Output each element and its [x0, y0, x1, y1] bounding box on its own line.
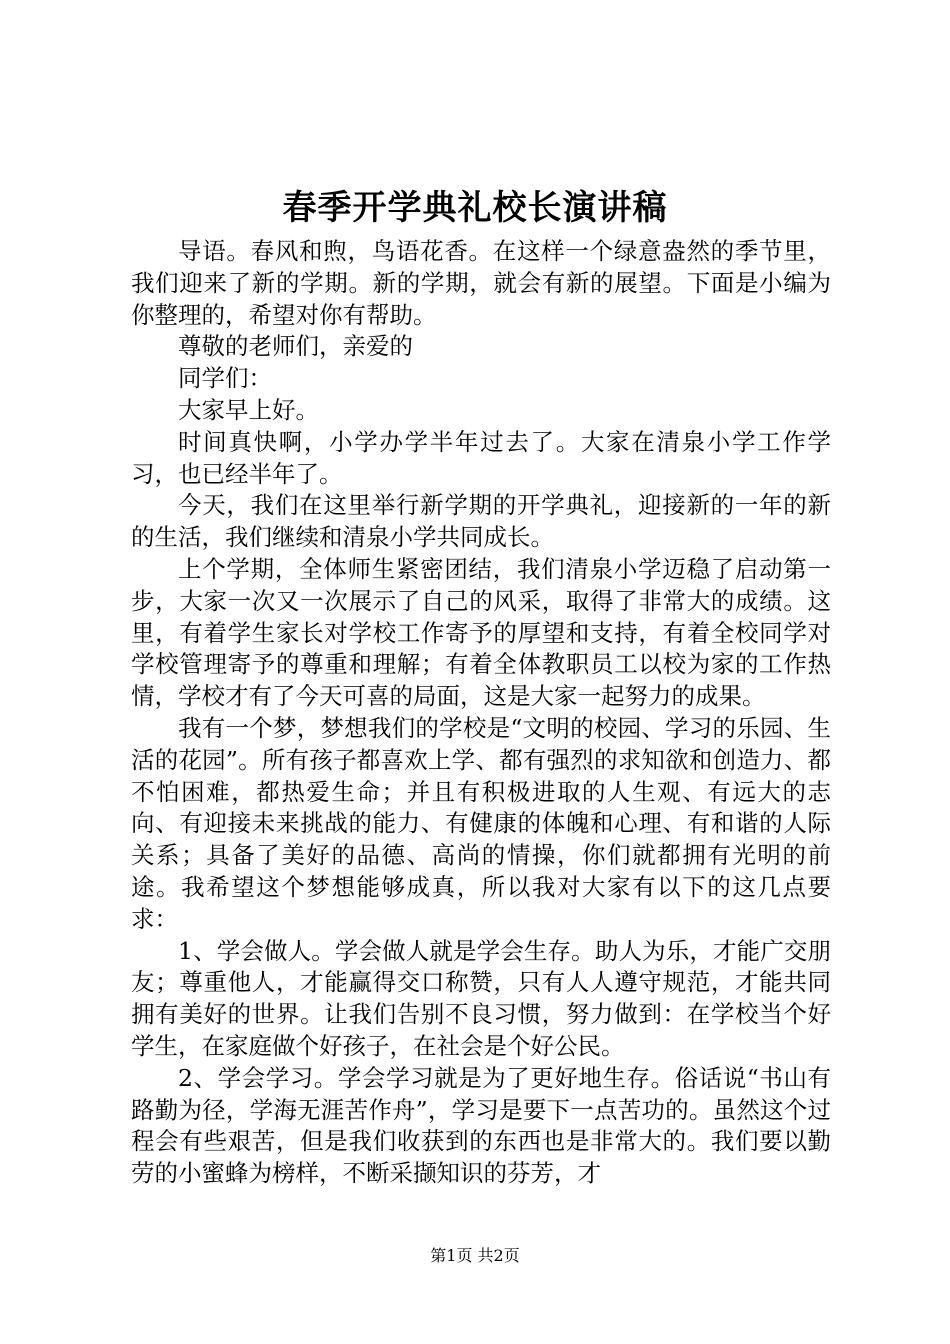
paragraph-point-2: 2、学会学习。学会学习就是为了更好地生存。俗话说“书山有路勤为径，学海无涯苦作舟”，学习是要下一点苦功的。虽然这个过程会有些艰苦，但是我们收获到的东西也是非常大的。我们要以勤劳的小蜜蜂为榜样，不断采撷知识的芬芳，才 — [131, 1063, 831, 1188]
paragraph-greeting: 大家早上好。 — [178, 395, 319, 424]
paragraph-today: 今天，我们在这里举行新学期的开学典礼，迎接新的一年的新的生活，我们继续和清泉小学共同成长。 — [131, 491, 831, 552]
paragraph-dream: 我有一个梦，梦想我们的学校是“文明的校园、学习的乐园、生活的花园”。所有孩子都喜欢上学、都有强烈的求知欲和创造力、都不怕困难，都热爱生命；并且有积极进取的人生观、有远大的志向、有迎接未来挑战的能力、有健康的体魄和心理、有和谐的人际关系；具备了美好的品德、高尚的情操，你们就都拥有光明的前途。我希望这个梦想能够成真，所以我对大家有以下的这几点要求： — [131, 713, 831, 933]
paragraph-salutation: 尊敬的老师们，亲爱的 — [178, 332, 413, 361]
page-footer: 第1页 共2页 — [430, 1246, 520, 1265]
paragraph-salutation-cont: 同学们： — [178, 364, 272, 393]
paragraph-last-term: 上个学期，全体师生紧密团结，我们清泉小学迈稳了启动第一步，大家一次又一次展示了自己的风采，取得了非常大的成绩。这里，有着学生家长对学校工作寄予的厚望和支持，有着全校同学对学校管理寄予的尊重和理解；有着全体教职员工以校为家的工作热情，学校才有了今天可喜的局面，这是大家一起努力的成果。 — [131, 554, 831, 711]
paragraph-point-1: 1、学会做人。学会做人就是学会生存。助人为乐，才能广交朋友；尊重他人，才能赢得交口称赞，只有人人遵守规范，才能共同拥有美好的世界。让我们告别不良习惯，努力做到：在学校当个好学生，在家庭做个好孩子，在社会是个好公民。 — [131, 936, 831, 1060]
paragraph-time: 时间真快啊，小学办学半年过去了。大家在清泉小学工作学习，也已经半年了。 — [131, 427, 831, 488]
document-title: 春季开学典礼校长演讲稿 — [282, 188, 668, 228]
document-body — [131, 236, 831, 1190]
paragraph-intro: 导语。春风和煦，鸟语花香。在这样一个绿意盎然的季节里，我们迎来了新的学期。新的学期，就会有新的展望。下面是小编为你整理的，希望对你有帮助。 — [131, 237, 831, 329]
